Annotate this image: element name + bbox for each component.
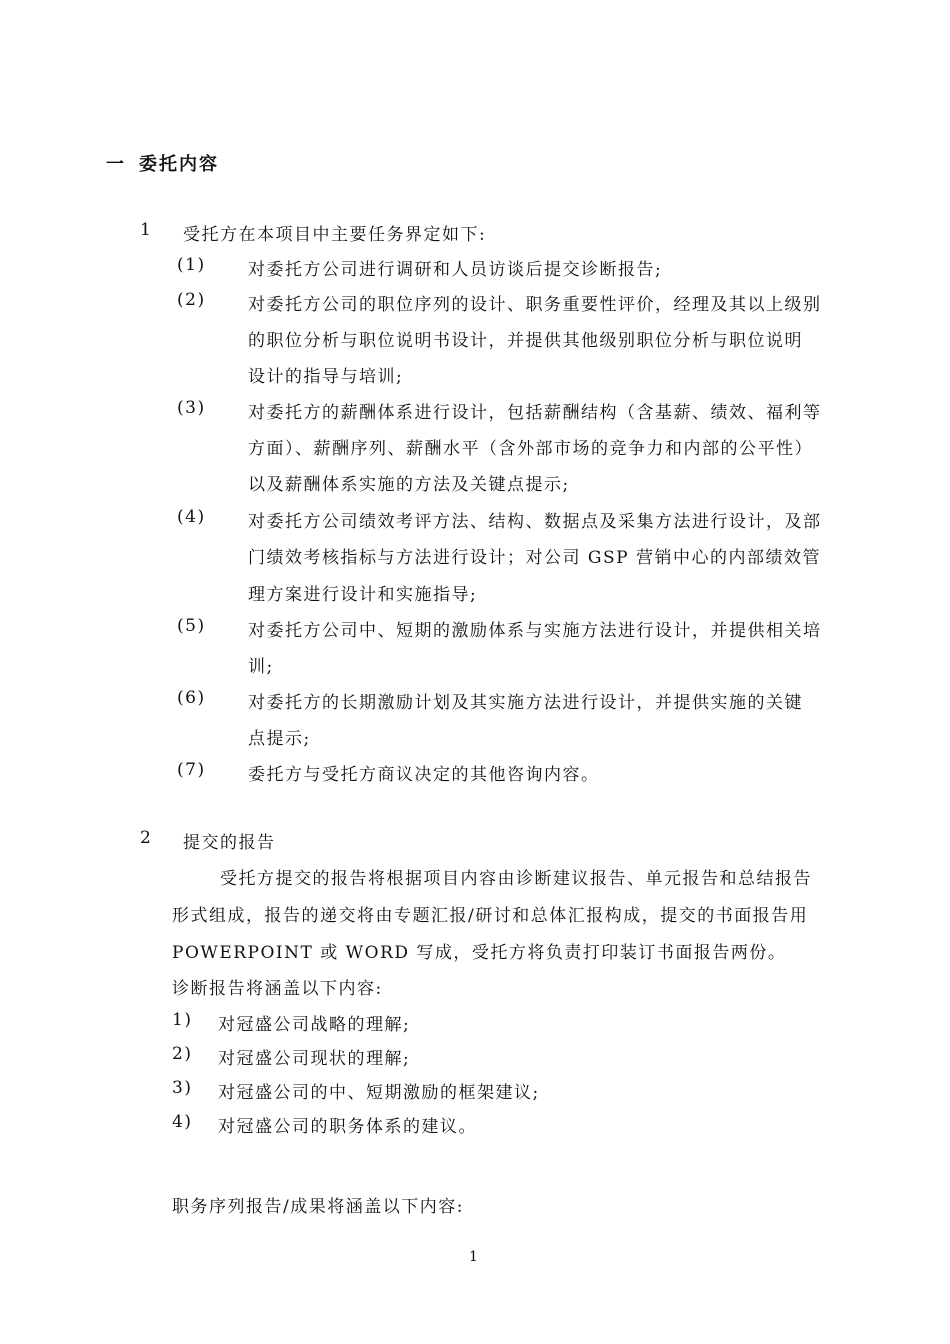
- part1-number: 1: [140, 220, 153, 240]
- task-label: (7): [177, 760, 206, 780]
- task-line: 的职位分析与职位说明书设计，并提供其他级别职位分析与职位说明: [248, 331, 803, 351]
- task-line: 设计的指导与培训;: [248, 367, 404, 387]
- task-line: 以及薪酬体系实施的方法及关键点提示;: [248, 475, 570, 495]
- task-line: 对委托方的长期激励计划及其实施方法进行设计，并提供实施的关键: [248, 693, 803, 713]
- task-line: 对委托方的薪酬体系进行设计，包括薪酬结构（含基薪、绩效、福利等: [248, 403, 822, 423]
- paragraph-line: 形式组成，报告的递交将由专题汇报/研讨和总体汇报构成，提交的书面报告用: [172, 906, 809, 926]
- diagnosis-label: 1): [172, 1010, 193, 1030]
- page-number: 1: [469, 1249, 478, 1265]
- diagnosis-item: 对冠盛公司的中、短期激励的框架建议;: [218, 1083, 540, 1103]
- job-sequence-intro: 职务序列报告/成果将涵盖以下内容:: [172, 1197, 464, 1217]
- part1-intro: 受托方在本项目中主要任务界定如下:: [183, 225, 487, 245]
- task-line: 点提示;: [248, 729, 311, 749]
- diagnosis-item: 对冠盛公司现状的理解;: [218, 1049, 411, 1069]
- diagnosis-item: 对冠盛公司的职务体系的建议。: [218, 1117, 477, 1137]
- section-title: 委托内容: [139, 154, 219, 175]
- diagnosis-intro: 诊断报告将涵盖以下内容:: [172, 979, 383, 999]
- paragraph-line: 受托方提交的报告将根据项目内容由诊断建议报告、单元报告和总结报告: [220, 869, 812, 889]
- task-label: (1): [177, 255, 206, 275]
- diagnosis-item: 对冠盛公司战略的理解;: [218, 1015, 411, 1035]
- task-line: 门绩效考核指标与方法进行设计；对公司 GSP 营销中心的内部绩效管: [248, 548, 821, 568]
- diagnosis-label: 4): [172, 1112, 193, 1132]
- task-line: 对委托方公司绩效考评方法、结构、数据点及采集方法进行设计，及部: [248, 512, 822, 532]
- task-label: (5): [177, 616, 206, 636]
- task-label: (4): [177, 507, 206, 527]
- task-label: (6): [177, 688, 206, 708]
- task-line: 训;: [248, 657, 274, 677]
- task-label: (2): [177, 290, 206, 310]
- part2-number: 2: [140, 828, 153, 848]
- diagnosis-label: 2): [172, 1044, 193, 1064]
- task-line: 方面）、薪酬序列、薪酬水平（含外部市场的竞争力和内部的公平性）: [248, 439, 813, 459]
- task-line: 对委托方公司的职位序列的设计、职务重要性评价，经理及其以上级别: [248, 295, 822, 315]
- task-label: (3): [177, 398, 206, 418]
- task-line: 对委托方公司进行调研和人员访谈后提交诊断报告;: [248, 260, 663, 280]
- task-line: 理方案进行设计和实施指导;: [248, 585, 478, 605]
- section-number: 一: [106, 154, 126, 175]
- task-line: 对委托方公司中、短期的激励体系与实施方法进行设计，并提供相关培: [248, 621, 822, 641]
- task-line: 委托方与受托方商议决定的其他咨询内容。: [248, 765, 600, 785]
- paragraph-line: POWERPOINT 或 WORD 写成，受托方将负责打印装订书面报告两份。: [172, 943, 787, 963]
- diagnosis-label: 3): [172, 1078, 193, 1098]
- part2-title: 提交的报告: [183, 833, 276, 853]
